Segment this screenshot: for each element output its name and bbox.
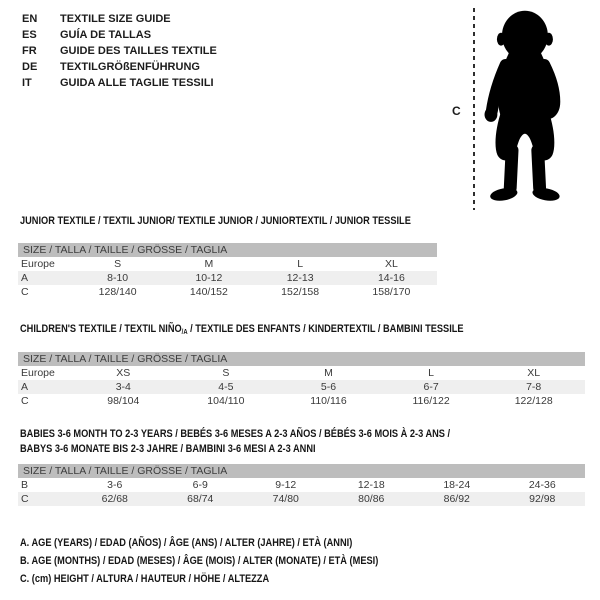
table-cell: 62/68 bbox=[101, 493, 128, 505]
table-cell: B bbox=[21, 479, 29, 491]
language-code: IT bbox=[22, 77, 32, 89]
table-cell: 158/170 bbox=[372, 286, 411, 298]
language-label: GUIDA ALLE TAGLIE TESSILI bbox=[60, 77, 214, 89]
height-measure-label: C bbox=[452, 104, 461, 118]
table-row bbox=[18, 380, 585, 394]
height-figure bbox=[0, 0, 600, 215]
table-cell: L bbox=[297, 258, 304, 270]
table-cell: 140/152 bbox=[189, 286, 228, 298]
legend-line-b: B. AGE (MONTHS) / EDAD (MESES) / ÂGE (MOIS) / ALTER (MONATE) / ETÀ (MESI) bbox=[20, 555, 379, 567]
table-cell: C bbox=[21, 493, 29, 505]
table-cell: 24-36 bbox=[528, 479, 556, 491]
table-cell: 68/74 bbox=[187, 493, 214, 505]
table-cell: 9-12 bbox=[275, 479, 297, 491]
table-cell: 74/80 bbox=[272, 493, 299, 505]
table-row bbox=[18, 492, 585, 506]
legend-line-c: C. (cm) HEIGHT / ALTURA / HAUTEUR / HÖHE / ALTEZZA bbox=[20, 573, 270, 585]
table-cell: 98/104 bbox=[107, 395, 140, 407]
language-code: FR bbox=[22, 45, 37, 57]
table-cell: XL bbox=[384, 258, 398, 270]
table-cell: 14-16 bbox=[377, 272, 405, 284]
table-cell: C bbox=[21, 395, 29, 407]
table-cell: 80/86 bbox=[358, 493, 385, 505]
babies-title-line2: BABYS 3-6 MONATE BIS 2-3 JAHRE / BAMBINI 3-6 MESI A 2-3 ANNI bbox=[20, 443, 316, 455]
table-cell: M bbox=[204, 258, 214, 270]
babies-section-title bbox=[20, 427, 450, 457]
children-title-post: / TEXTILE DES ENFANTS / KINDERTEXTIL / BAMBINI TESSILE bbox=[187, 323, 464, 335]
legend-line-a: A. AGE (YEARS) / EDAD (AÑOS) / ÂGE (ANS) / ALTER (JAHRE) / ETÀ (ANNI) bbox=[20, 537, 353, 549]
size-header-bar: SIZE / TALLA / TAILLE / GRÖSSE / TAGLIA bbox=[18, 243, 437, 257]
table-cell: 7-8 bbox=[526, 381, 542, 393]
table-cell: 152/158 bbox=[281, 286, 320, 298]
babies-size-table bbox=[18, 464, 585, 506]
junior-size-table bbox=[18, 243, 437, 299]
table-cell: 122/128 bbox=[514, 395, 553, 407]
table-cell: 104/110 bbox=[207, 395, 245, 407]
table-cell: 3-4 bbox=[115, 381, 131, 393]
babies-table bbox=[18, 478, 585, 506]
junior-section-title: JUNIOR TEXTILE / TEXTIL JUNIOR/ TEXTILE JUNIOR / JUNIORTEXTIL / JUNIOR TESSILE bbox=[20, 215, 411, 227]
table-cell: M bbox=[324, 367, 333, 379]
table-cell: Europe bbox=[21, 367, 55, 379]
table-cell: 12-13 bbox=[286, 272, 314, 284]
table-cell: 5-6 bbox=[320, 381, 337, 393]
table-cell: S bbox=[114, 258, 122, 270]
size-header-bar: SIZE / TALLA / TAILLE / GRÖSSE / TAGLIA bbox=[18, 464, 585, 478]
table-cell: 4-5 bbox=[218, 381, 234, 393]
children-size-table bbox=[18, 352, 585, 408]
table-cell: A bbox=[21, 381, 29, 393]
junior-table bbox=[18, 257, 437, 299]
table-row bbox=[18, 366, 585, 380]
table-cell: 6-7 bbox=[423, 381, 439, 393]
language-code: DE bbox=[22, 61, 38, 73]
table-cell: 12-18 bbox=[357, 479, 385, 491]
language-label: GUIDE DES TAILLES TEXTILE bbox=[60, 45, 217, 57]
table-cell: 92/98 bbox=[529, 493, 556, 505]
table-row bbox=[18, 394, 585, 408]
table-row bbox=[18, 271, 437, 285]
language-code: EN bbox=[22, 13, 38, 25]
table-cell: 86/92 bbox=[443, 493, 470, 505]
table-cell: S bbox=[222, 367, 230, 379]
children-section-title bbox=[20, 323, 464, 339]
table-row bbox=[18, 285, 437, 299]
children-title-pre: CHILDREN'S TEXTILE / TEXTIL NIÑO bbox=[20, 323, 182, 335]
table-row bbox=[18, 478, 585, 492]
table-cell: 116/122 bbox=[412, 395, 450, 407]
language-code: ES bbox=[22, 29, 37, 41]
language-label: GUÍA DE TALLAS bbox=[60, 29, 152, 41]
babies-title-line1: BABIES 3-6 MONTH TO 2-3 YEARS / BEBÉS 3-6 MESES A 2-3 AÑOS / BÉBÉS 3-6 MOIS À 2-3 ANS / bbox=[20, 428, 451, 440]
language-label: TEXTILE SIZE GUIDE bbox=[60, 13, 171, 25]
baby-silhouette-icon bbox=[478, 8, 570, 210]
size-header-bar: SIZE / TALLA / TAILLE / GRÖSSE / TAGLIA bbox=[18, 352, 585, 366]
table-cell: 128/140 bbox=[98, 286, 137, 298]
table-cell: XL bbox=[527, 367, 541, 379]
language-label: TEXTILGRÖßENFÜHRUNG bbox=[60, 61, 200, 73]
table-cell: XS bbox=[116, 367, 131, 379]
table-cell: 18-24 bbox=[443, 479, 471, 491]
table-cell: 8-10 bbox=[107, 272, 129, 284]
table-cell: L bbox=[428, 367, 434, 379]
table-cell: 110/116 bbox=[310, 395, 347, 407]
height-dashed-line bbox=[473, 8, 475, 210]
table-cell: 6-9 bbox=[192, 479, 208, 491]
table-cell: 3-6 bbox=[107, 479, 123, 491]
table-cell: Europe bbox=[21, 258, 55, 270]
table-cell: 10-12 bbox=[195, 272, 223, 284]
children-title-subscript: /A bbox=[181, 329, 188, 336]
legend bbox=[20, 534, 447, 588]
children-table bbox=[18, 366, 585, 408]
table-cell: C bbox=[21, 286, 29, 298]
table-row bbox=[18, 257, 437, 271]
table-cell: A bbox=[21, 272, 29, 284]
